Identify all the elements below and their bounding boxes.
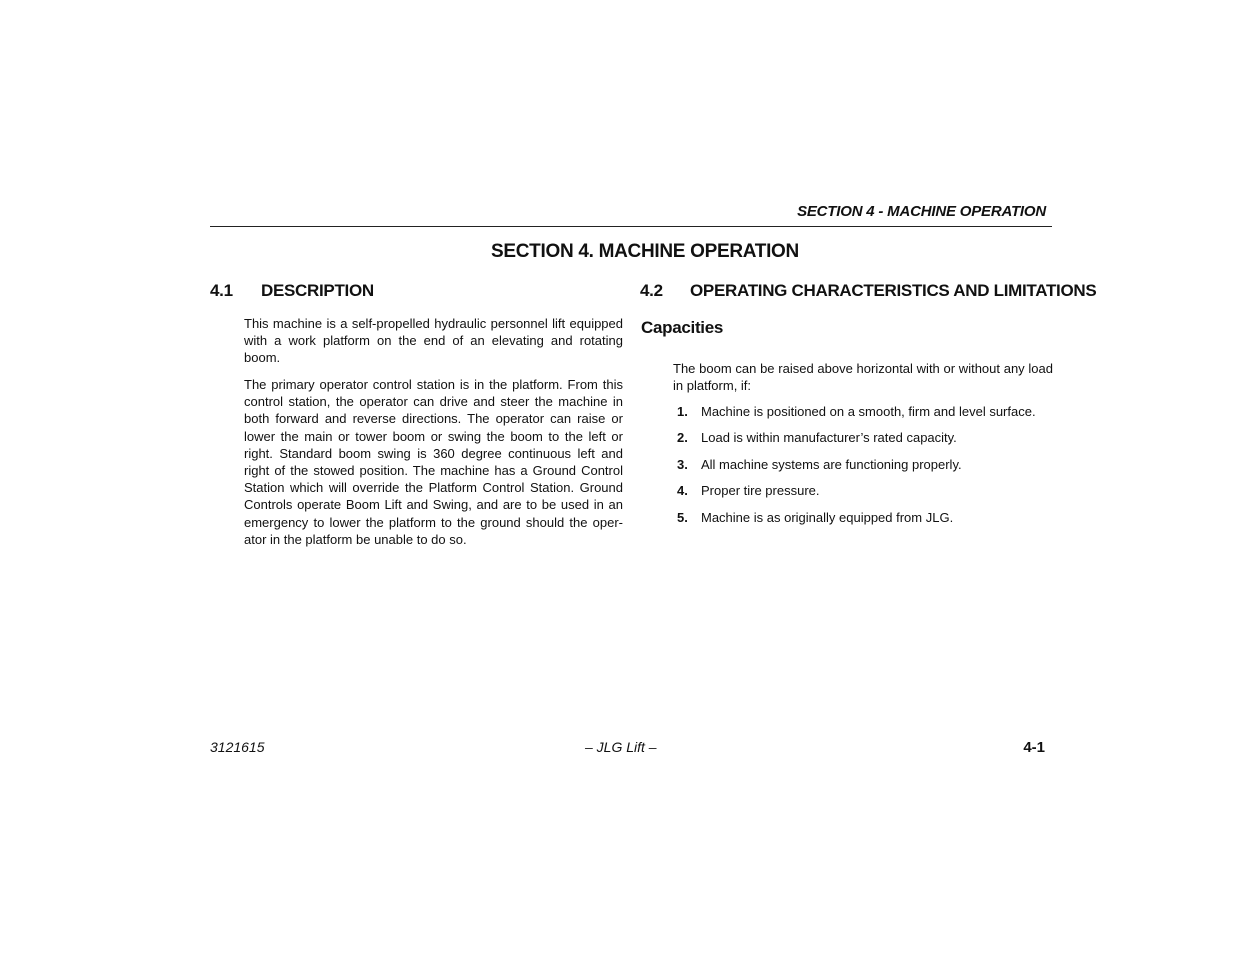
header-rule: [210, 226, 1052, 227]
operating-heading-number: 4.2: [640, 281, 663, 300]
condition-text: All machine systems are functioning properly.: [701, 457, 962, 472]
condition-text: Load is within manufacturer’s rated capacity.: [701, 430, 957, 445]
condition-text: Machine is as originally equipped from JLG.: [701, 510, 954, 525]
description-paragraph-1: This machine is a self-propelled hydraulic personnel lift equipped with a work platform on the end of an elevating and rotating boom.: [244, 316, 623, 366]
running-header: SECTION 4 - MACHINE OPERATION: [797, 203, 1046, 220]
operating-heading-title: OPERATING CHARACTERISTICS AND LIMITATIONS: [690, 281, 1097, 300]
description-heading-number: 4.1: [210, 281, 233, 300]
condition-item: [677, 483, 1057, 498]
condition-number: 2.: [677, 430, 688, 445]
section-title: SECTION 4. MACHINE OPERATION: [491, 241, 799, 262]
condition-number: 3.: [677, 457, 688, 472]
condition-text: Machine is positioned on a smooth, firm and level surface.: [701, 404, 1036, 419]
condition-text: Proper tire pressure.: [701, 483, 820, 498]
footer-center-text: – JLG Lift –: [585, 739, 657, 755]
condition-item: [677, 457, 1057, 472]
condition-number: 1.: [677, 404, 688, 419]
operating-heading: [640, 281, 1096, 301]
condition-number: 4.: [677, 483, 688, 498]
description-heading: [210, 281, 374, 301]
condition-item: [677, 404, 1057, 419]
description-paragraph-2: The primary operator control station is in the platform. From this control station, the operator can drive and steer the machine in both forward and reverse directions. The operator can raise or lower the main or tower boom or swing the boom to the left or right. Standard boom swing is 360 degree continuous left and right of the stowed position. The machine has a Ground Control Station which will override the Platform Control Station. Ground Controls operate Boom Lift and Swing, and are to be used in an emergency to lower the platform to the ground should the oper-ator in the platform be unable to do so.: [244, 377, 623, 547]
condition-number: 5.: [677, 510, 688, 525]
footer-doc-number: 3121615: [210, 739, 265, 755]
description-heading-title: DESCRIPTION: [261, 281, 374, 300]
condition-item: [677, 430, 1057, 445]
capacities-subheading: Capacities: [641, 318, 724, 337]
condition-item: [677, 510, 1057, 525]
capacities-intro: The boom can be raised above horizontal with or without any load in platform, if:: [673, 361, 1053, 394]
page-number: 4-1: [1023, 739, 1045, 756]
